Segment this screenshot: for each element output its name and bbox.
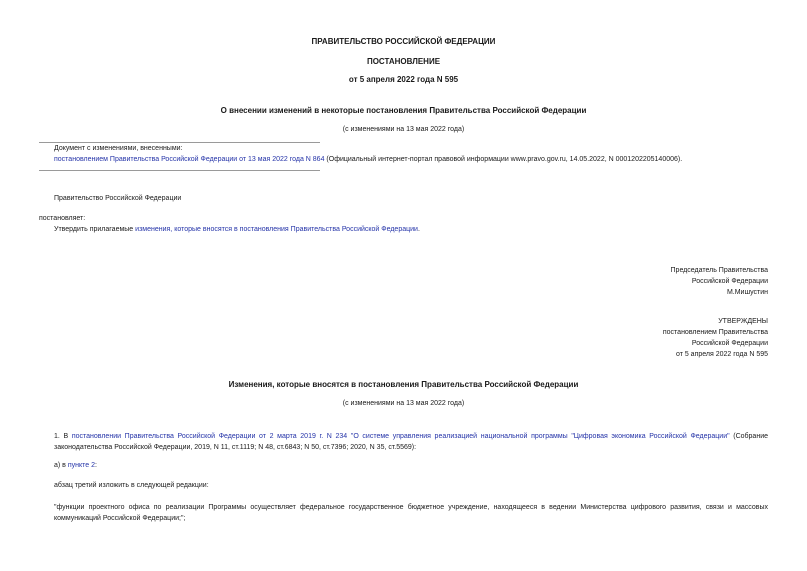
divider-top <box>39 142 320 143</box>
signature-country: Российской Федерации <box>691 278 768 285</box>
changes-label: Документ с изменениями, внесенными: <box>54 145 183 152</box>
approved-changes-link[interactable]: изменения, которые вносятся в постановления Правительства Российской Федерации <box>135 226 418 233</box>
subitem-a-prefix: а) в <box>54 462 68 469</box>
amendment-note: (с изменениями на 13 мая 2022 года) <box>342 126 465 133</box>
signature-title: Председатель Правительства <box>670 267 768 274</box>
divider-bottom <box>39 170 320 171</box>
quoted-text <box>54 502 768 524</box>
approve-suffix: . <box>417 226 420 233</box>
decrees-text: постановляет: <box>39 215 86 222</box>
item-1-prefix: 1. В <box>54 433 72 440</box>
approved-heading: УТВЕРЖДЕНЫ <box>718 318 768 325</box>
document-title: О внесении изменений в некоторые постановления Правительства Российской Федерации <box>220 106 587 115</box>
changes-amendment-note: (с изменениями на 13 мая 2022 года) <box>342 400 465 407</box>
approved-date: от 5 апреля 2022 года N 595 <box>675 351 768 358</box>
changes-title: Изменения, которые вносятся в постановления Правительства Российской Федерации <box>228 380 579 389</box>
decree-234-link[interactable]: постановлении Правительства Российской Федерации от 2 марта 2019 г. N 234 "О системе управления реализацией национальной программы "Цифровая экономика Российской Федерации" <box>71 433 730 440</box>
amending-decree-link[interactable]: постановлением Правительства Российской Федерации от 13 мая 2022 года N 864 <box>54 156 325 163</box>
paragraph-third-instruction: абзац третий изложить в следующей редакции: <box>54 482 209 489</box>
point-2-link[interactable]: пункте 2 <box>67 462 95 469</box>
quoted-text-body: "функции проектного офиса по реализации Программы осуществляет федеральное государственное бюджетное учреждение, находящееся в ведении Министерства цифрового развития, связи и массовых коммуникаций Российской Федерации;"; <box>54 504 768 522</box>
item-1-suffix: (Собрание законодательства Российской Федерации, 2019, N 11, ст.1119; N 48, ст.6843; N 50, ст.7396; 2020, N 35, ст.5569): <box>54 433 768 451</box>
changes-source <box>54 156 682 163</box>
approve-prefix: Утвердить прилагаемые <box>54 226 136 233</box>
subitem-a-suffix: : <box>95 462 97 469</box>
publication-info: (Официальный интернет-портал правовой информации www.pravo.gov.ru, 14.05.2022, N 0001202205140006). <box>324 156 683 163</box>
approved-country: Российской Федерации <box>691 340 768 347</box>
document-type: ПОСТАНОВЛЕНИЕ <box>366 57 441 66</box>
government-heading: ПРАВИТЕЛЬСТВО РОССИЙСКОЙ ФЕДЕРАЦИИ <box>311 37 496 46</box>
approve-paragraph <box>54 226 420 233</box>
document-date: от 5 апреля 2022 года N 595 <box>348 75 459 84</box>
subitem-a <box>54 462 97 469</box>
approved-by: постановлением Правительства <box>662 329 768 336</box>
signature-name: М.Мишустин <box>726 289 768 296</box>
issuer-text: Правительство Российской Федерации <box>54 195 182 202</box>
item-1-paragraph <box>54 431 768 453</box>
